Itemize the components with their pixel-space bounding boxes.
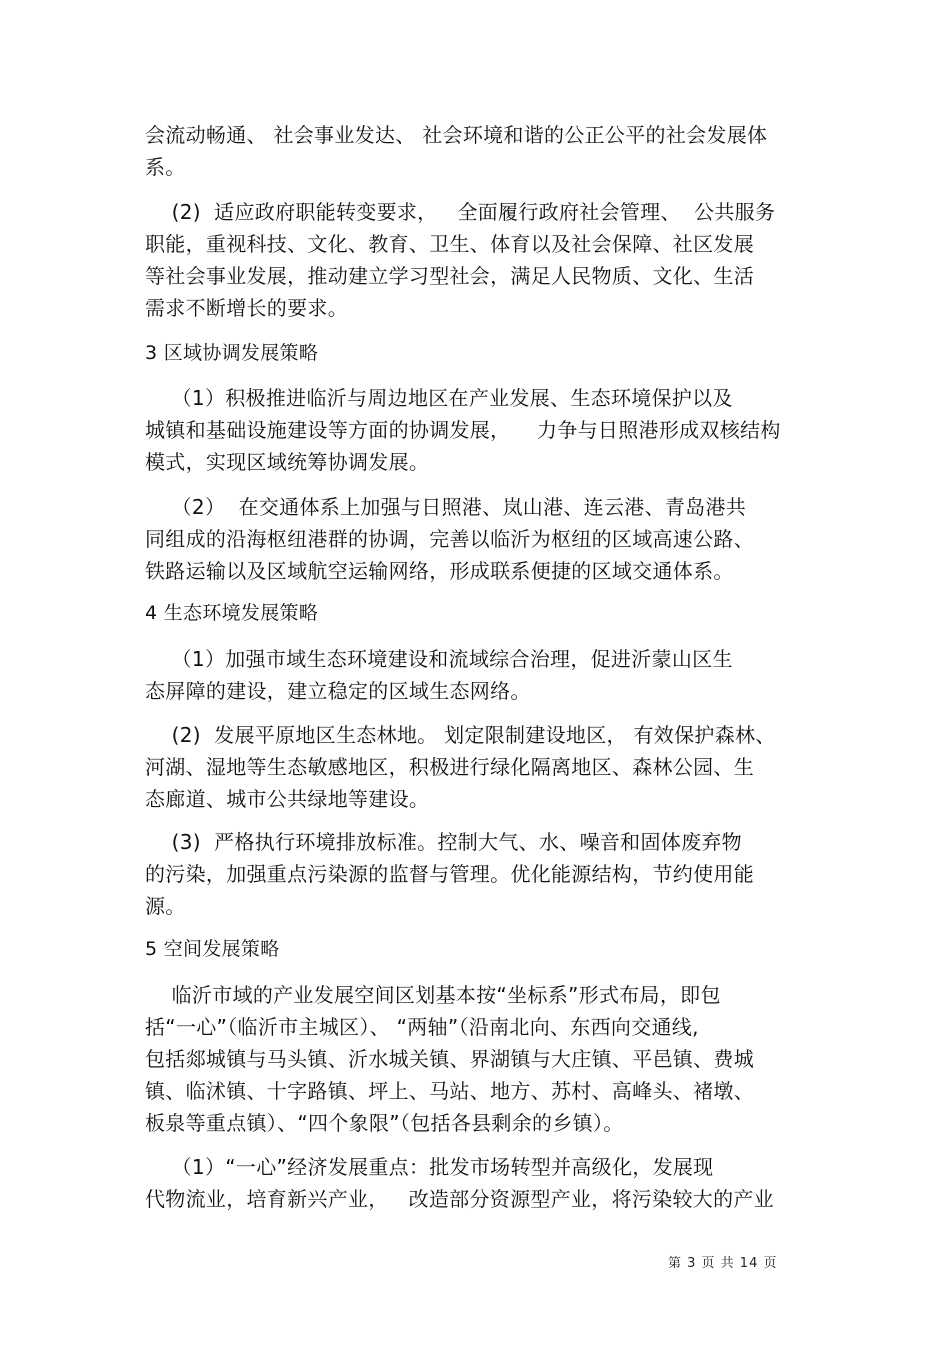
- body-line: 括“一心”（临沂市主城区）、 “两轴”（沿南北向、东西向交通线,: [145, 1015, 699, 1039]
- body-line: （2） 在交通体系上加强与日照港、岚山港、连云港、青岛港共: [145, 495, 747, 519]
- body-line: 镇、临沭镇、十字路镇、坪上、马站、地方、苏村、高峰头、褚墩、: [145, 1079, 754, 1103]
- body-line: 临沂市域的产业发展空间区划基本按“坐标系”形式布局，即包: [145, 983, 721, 1007]
- body-line: 城镇和基础设施建设等方面的协调发展， 力争与日照港形成双核结构: [145, 418, 781, 442]
- section-heading: 3 区域协调发展策略: [145, 342, 319, 364]
- body-line: （1）积极推进临沂与周边地区在产业发展、生态环境保护以及: [145, 386, 733, 410]
- body-line: 源。: [145, 894, 186, 918]
- body-line: 包括郯城镇与马头镇、沂水城关镇、界湖镇与大庄镇、平邑镇、费城: [145, 1047, 754, 1071]
- body-line: 系。: [145, 155, 186, 179]
- page-number-footer: 第 3 页 共 14 页: [668, 1256, 778, 1271]
- body-line: 会流动畅通、 社会事业发达、 社会环境和谐的公正公平的社会发展体: [145, 123, 768, 147]
- body-line: 态廊道、城市公共绿地等建设。: [145, 787, 430, 811]
- body-line: 需求不断增长的要求。: [145, 296, 348, 320]
- body-line: 同组成的沿海枢纽港群的协调，完善以临沂为枢纽的区域高速公路、: [145, 527, 754, 551]
- body-line: (3) 严格执行环境排放标准。控制大气、水、噪音和固体废弃物: [145, 830, 742, 854]
- body-line: 代物流业，培育新兴产业， 改造部分资源型产业，将污染较大的产业: [145, 1187, 774, 1211]
- body-line: 的污染，加强重点污染源的监督与管理。优化能源结构，节约使用能: [145, 862, 754, 886]
- body-line: 模式，实现区域统筹协调发展。: [145, 450, 430, 474]
- body-line: （1）加强市域生态环境建设和流域综合治理，促进沂蒙山区生: [145, 647, 733, 671]
- body-line: 职能，重视科技、文化、教育、卫生、体育以及社会保障、社区发展: [145, 232, 754, 256]
- body-line: 等社会事业发展，推动建立学习型社会，满足人民物质、文化、生活: [145, 264, 754, 288]
- section-heading: 5 空间发展策略: [145, 938, 280, 960]
- body-line: 铁路运输以及区域航空运输网络，形成联系便捷的区域交通体系。: [145, 559, 734, 583]
- body-line: （1）“一心”经济发展重点：批发市场转型并高级化，发展现: [145, 1155, 714, 1179]
- body-line: (2) 适应政府职能转变要求， 全面履行政府社会管理、 公共服务: [145, 200, 776, 224]
- section-heading: 4 生态环境发展策略: [145, 602, 319, 624]
- body-line: 板泉等重点镇）、“四个象限”（包括各县剩余的乡镇）。: [145, 1111, 624, 1135]
- body-line: (2) 发展平原地区生态林地。 划定限制建设地区， 有效保护森林、: [145, 723, 776, 747]
- body-line: 河湖、湿地等生态敏感地区，积极进行绿化隔离地区、森林公园、生: [145, 755, 754, 779]
- body-line: 态屏障的建设，建立稳定的区域生态网络。: [145, 679, 531, 703]
